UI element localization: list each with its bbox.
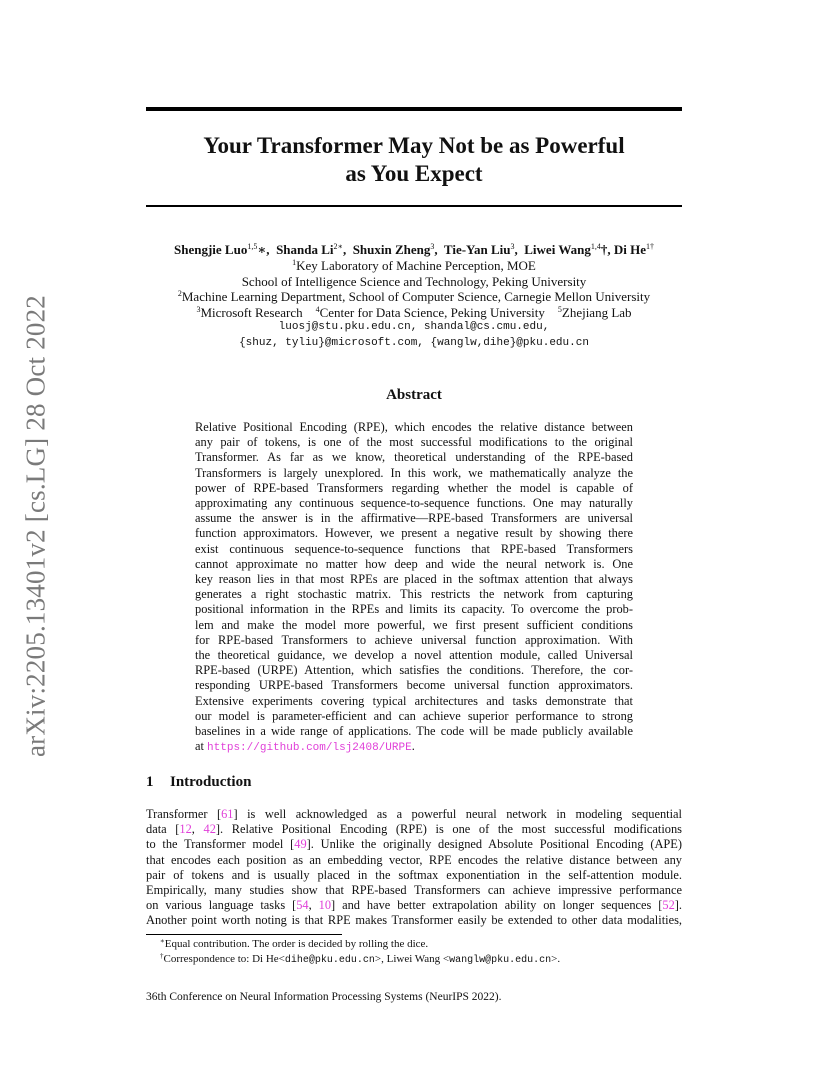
correspondence-email: wanglw@pku.edu.cn <box>449 955 552 966</box>
intro-text: ]. <box>674 898 683 913</box>
footnote-rule <box>146 934 342 935</box>
correspondence-email: dihe@pku.edu.cn <box>284 955 375 966</box>
author-name: Tie-Yan Liu <box>443 242 511 257</box>
intro-line: Another point worth noting is that RPE makes Transformer easily be extended to other data modalities, <box>146 913 682 928</box>
footnote-equal-contribution <box>146 937 706 952</box>
title-top-rule <box>146 107 682 111</box>
author-name: Liwei Wang <box>524 242 591 257</box>
author-affiliation-mark: 3 <box>430 242 435 251</box>
footnote-text: Equal contribution. The order is decided by rolling the dice. <box>164 938 429 950</box>
author-affiliation-mark: 1† <box>645 242 654 251</box>
citation-link[interactable]: 54 <box>296 898 309 913</box>
affiliation-text: Machine Learning Department, School of Computer Science, Carnegie Mellon University <box>181 289 651 304</box>
author-affiliation-mark: 1,4 <box>590 242 601 251</box>
abstract-line: Relative Positional Encoding (RPE), which encodes the relative distance between <box>195 420 633 434</box>
paper-title <box>146 132 682 188</box>
author-note-mark: †, <box>600 242 611 257</box>
author-emails-line-1: luosj@stu.pku.edu.cn, shandal@cs.cmu.edu, <box>278 321 550 333</box>
abstract-line: responding URPE-based Transformers become universal function approximators. <box>195 678 633 693</box>
citation-link[interactable]: 42 <box>203 822 216 837</box>
abstract-line: for RPE-based Transformers to achieve universal function approximation. With <box>195 632 633 647</box>
author-name: Shanda Li <box>276 242 334 257</box>
section-title: Introduction <box>170 774 252 790</box>
affiliation-mark: 4 <box>315 304 320 314</box>
intro-text: on various language tasks [ <box>146 898 297 913</box>
affiliation-1-line-2: School of Intelligence Science and Technology, Peking University <box>241 273 587 289</box>
citation-link[interactable]: 52 <box>662 898 675 913</box>
abstract-line-suffix: . <box>411 739 415 754</box>
citation-link[interactable]: 49 <box>294 837 307 852</box>
author-note-mark: , <box>434 242 438 257</box>
author-note-mark: , <box>342 242 347 257</box>
affiliation-text: Zhejiang Lab <box>561 304 632 320</box>
author-emails-line-2: {shuz, tyliu}@microsoft.com, {wanglw,dihe}@pku.edu.cn <box>239 336 589 349</box>
intro-text: ]. Relative Positional Encoding (RPE) is one of the most successful modifications <box>215 822 682 837</box>
section-heading-introduction <box>146 774 251 791</box>
intro-text: Transformer [ <box>146 807 222 821</box>
affiliation-mark: 1 <box>292 258 297 267</box>
abstract-line: key reason lies in that most RPEs are placed in the softmax attention that always <box>195 572 633 587</box>
intro-text: ] and have better extrapolation ability on longer sequences [ <box>331 898 663 913</box>
title-line-2: as You Expect <box>345 161 483 186</box>
affiliation-mark: 5 <box>557 304 562 314</box>
author-affiliation-mark: 2∗ <box>333 242 343 251</box>
affiliation-3-4-5 <box>120 305 708 321</box>
intro-text: ] is well acknowledged as a powerful neural network in modeling sequential <box>233 807 682 821</box>
abstract-line: generates a right stochastic matrix. This restricts the network from capturing <box>195 587 633 602</box>
affiliation-text: Key Laboratory of Machine Perception, MOE <box>296 258 536 273</box>
abstract-line: Transformers is largely unexplored. In this work, we mathematically analyze the <box>195 465 633 480</box>
abstract-line: exist continuous sequence-to-sequence functions that RPE-based Transformers <box>195 541 633 556</box>
abstract-line: positional information in the RPEs and limits its capacity. To overcome the prob- <box>195 602 633 617</box>
author-affiliation-mark: 3 <box>510 242 515 251</box>
intro-line: Empirically, many studies show that RPE-based Transformers can achieve impressive performance <box>146 883 682 898</box>
intro-text: , <box>191 822 204 837</box>
abstract-line: the theoretical guidance, we develop a novel attention module, called Universal <box>195 648 633 663</box>
citation-link[interactable]: 10 <box>318 898 332 913</box>
affiliation-mark: 2 <box>177 289 182 298</box>
footnote-text: >, Liwei Wang < <box>374 953 450 965</box>
footnote-mark: ∗ <box>160 937 165 945</box>
intro-line <box>146 822 682 837</box>
intro-line: pair of tokens and is usually placed in the softmax exponentiation in the self-attention module. <box>146 867 682 882</box>
author-name: Shuxin Zheng <box>352 242 431 257</box>
abstract-line: function approximators. However, we present a negative result by showing there <box>195 526 633 541</box>
footnotes <box>146 937 706 968</box>
abstract-line: RPE-based (URPE) Attention, which satisfies the conditions. Therefore, the cor- <box>195 663 633 678</box>
author-list <box>120 242 708 258</box>
intro-line <box>146 837 682 852</box>
abstract-line-prefix: at <box>195 739 208 754</box>
citation-link[interactable]: 12 <box>179 822 192 837</box>
affiliation-1 <box>120 258 708 274</box>
intro-text: to the Transformer model [ <box>146 837 295 852</box>
affiliation-text: Microsoft Research <box>200 304 303 320</box>
footnote-correspondence <box>146 952 706 968</box>
author-note-mark: ∗, <box>257 242 270 257</box>
intro-line: that encodes each position as an embedding vector, RPE encodes the relative distance between any <box>146 852 682 867</box>
footnote-text: Correspondence to: Di He< <box>163 953 285 965</box>
abstract-line: any pair of tokens, is one of the most successful modifications to the original <box>195 435 633 450</box>
intro-text: , <box>308 898 319 913</box>
section-number: 1 <box>146 774 154 790</box>
author-note-mark: , <box>514 242 518 257</box>
footnote-mark: † <box>160 952 164 960</box>
code-repository-link[interactable]: https://github.com/lsj2408/URPE <box>207 742 412 755</box>
abstract-line: assume the answer is in the affirmative—RPE-based Transformers are universal <box>195 511 633 526</box>
conference-footer: 36th Conference on Neural Information Processing Systems (NeurIPS 2022). <box>146 991 502 1003</box>
abstract-line: Extensive experiments covering typical architectures and tasks demonstrate that <box>195 693 633 708</box>
abstract-line: baselines in a wide range of applications. The code will be made publicly available <box>195 724 633 739</box>
intro-text: ]. Unlike the originally designed Absolute Positional Encoding (APE) <box>306 837 682 852</box>
title-line-1: Your Transformer May Not be as Powerful <box>203 133 625 158</box>
intro-line <box>146 807 682 822</box>
abstract-heading: Abstract <box>386 387 442 403</box>
abstract-line: approximating any continuous sequence-to-sequence functions. One may naturally <box>195 496 633 511</box>
arxiv-identifier-stamp: arXiv:2205.13401v2 [cs.LG] 28 Oct 2022 <box>20 294 51 758</box>
abstract-last-line <box>195 739 633 756</box>
intro-line <box>146 898 682 913</box>
author-name: Di He <box>613 242 646 257</box>
citation-link[interactable]: 61 <box>221 807 234 821</box>
affiliation-text: Center for Data Science, Peking University <box>319 304 545 320</box>
introduction-body <box>146 807 682 929</box>
abstract-line: power of RPE-based Transformers regarding whether the model is capable of <box>195 480 633 495</box>
intro-text: data [ <box>146 822 180 837</box>
footnote-text: >. <box>551 953 561 965</box>
abstract-line: our model is parameter-efficient and can achieve superior performance to strong <box>195 708 633 723</box>
title-bottom-rule <box>146 205 682 207</box>
author-affiliation-mark: 1,5 <box>247 242 258 251</box>
abstract-line: lem and make the model more powerful, we first present sufficient conditions <box>195 617 633 632</box>
abstract-body <box>195 420 633 756</box>
author-block <box>120 242 708 351</box>
affiliation-2 <box>120 289 708 305</box>
abstract-line: Transformer. As far as we know, theoretical understanding of the RPE-based <box>195 450 633 465</box>
abstract-line: cannot approximate no matter how deep and wide the neural network is. One <box>195 556 633 571</box>
affiliation-mark: 3 <box>196 304 201 314</box>
author-name: Shengjie Luo <box>174 242 248 257</box>
